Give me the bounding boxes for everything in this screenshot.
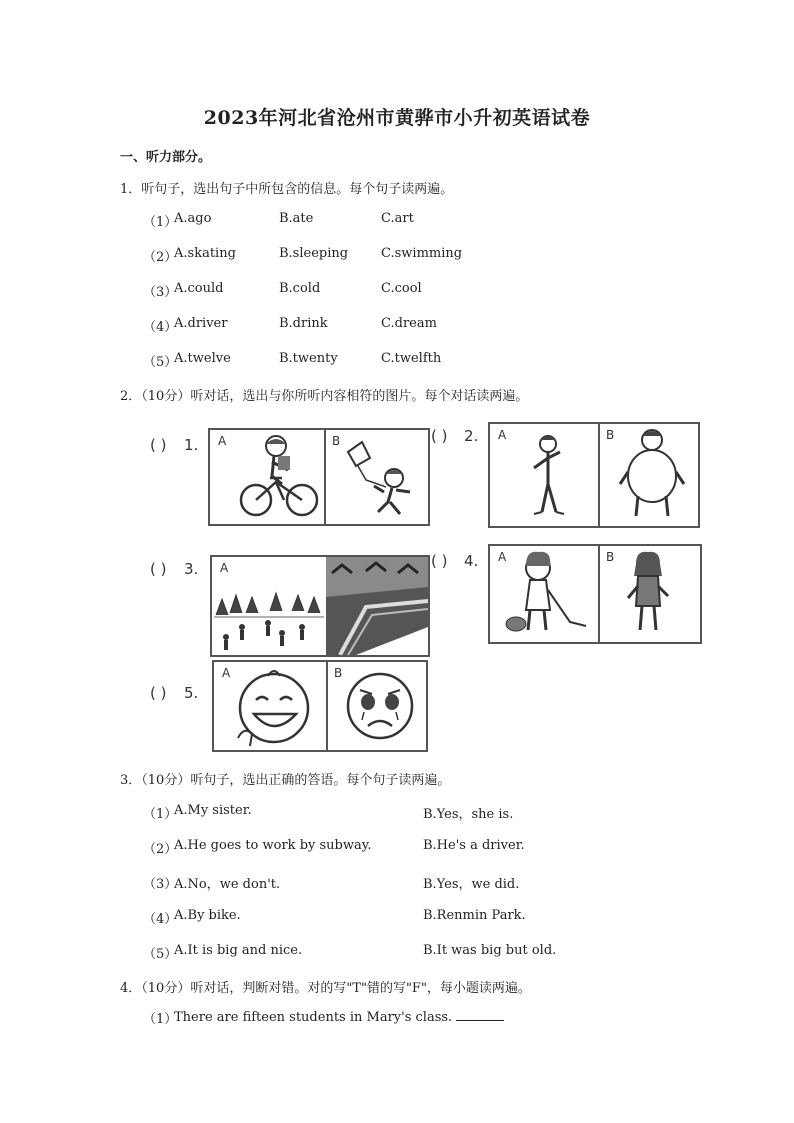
label-a: A xyxy=(222,666,231,680)
option-c: C.art xyxy=(381,211,414,226)
question-4-stem: 4．（10分）听对话，判断对错。对的写"T"错的写"F"，每小题读两遍。 xyxy=(120,981,531,996)
picture-number: 4. xyxy=(464,552,479,570)
picture-number: 5. xyxy=(184,684,199,702)
option-a: A.ago xyxy=(174,211,212,226)
option-a: A.driver xyxy=(174,316,228,331)
happy-face-icon xyxy=(230,662,330,750)
option-b: B.cold xyxy=(279,281,321,296)
item-number: （2） xyxy=(143,842,178,857)
question-1-stem: 1．听句子，选出句子中所包含的信息。每个句子读两遍。 xyxy=(120,182,454,197)
picture-pair-5 xyxy=(212,660,428,752)
picture-option-a[interactable] xyxy=(490,424,600,526)
girl-icon xyxy=(598,546,698,640)
item-number: （2） xyxy=(143,250,178,265)
picture-option-b[interactable] xyxy=(598,546,700,642)
option-a: A.He goes to work by subway. xyxy=(174,838,372,853)
question-2-stem: 2．（10分）听对话，选出与你所听内容相符的图片。每个对话读两遍。 xyxy=(120,389,529,404)
bicycle-rider-icon xyxy=(224,432,324,522)
picture-option-b[interactable] xyxy=(324,430,428,524)
picture-option-a[interactable] xyxy=(212,557,328,655)
option-b: B.twenty xyxy=(279,351,338,366)
item-number: （1） xyxy=(143,807,178,822)
label-a: A xyxy=(498,428,507,442)
item-number: （4） xyxy=(143,912,178,927)
item-number: （3） xyxy=(143,285,178,300)
picture-option-a[interactable] xyxy=(210,430,326,524)
thin-man-icon xyxy=(510,428,590,524)
option-b: B.Yes，she is. xyxy=(423,807,514,822)
option-b: B.He's a driver. xyxy=(423,838,525,853)
option-a: A.No，we don't. xyxy=(174,877,281,892)
question-3-stem: 3．（10分）听句子，选出正确的答语。每个句子读两遍。 xyxy=(120,773,451,788)
option-b: B.sleeping xyxy=(279,246,349,261)
option-b: B.Renmin Park. xyxy=(423,908,526,923)
picture-option-a[interactable] xyxy=(214,662,328,750)
fat-man-icon xyxy=(606,426,696,522)
sad-face-icon xyxy=(326,662,426,750)
item-number: （1） xyxy=(143,1012,178,1027)
section-heading: 一、听力部分。 xyxy=(120,150,212,165)
label-b: B xyxy=(334,666,343,680)
option-a: A.My sister. xyxy=(174,803,252,818)
page-title: 2023年河北省沧州市黄骅市小升初英语试卷 xyxy=(203,107,591,129)
answer-paren[interactable]: ( ) xyxy=(150,436,167,454)
answer-paren[interactable]: ( ) xyxy=(431,427,448,445)
item-number: （3） xyxy=(143,877,178,892)
option-c: C.twelfth xyxy=(381,351,442,366)
item-number: （1） xyxy=(143,215,178,230)
answer-paren[interactable]: ( ) xyxy=(150,684,167,702)
pool-icon xyxy=(326,557,428,655)
option-b: B.drink xyxy=(279,316,328,331)
picture-option-b[interactable] xyxy=(326,662,426,750)
option-c: C.dream xyxy=(381,316,437,331)
label-a: A xyxy=(498,550,507,564)
picture-number: 2. xyxy=(464,427,479,445)
option-b: B.Yes，we did. xyxy=(423,877,520,892)
picture-option-b[interactable] xyxy=(598,424,698,526)
picture-number: 1. xyxy=(184,436,199,454)
option-c: C.cool xyxy=(381,281,422,296)
option-b: B.It was big but old. xyxy=(423,943,557,958)
option-a: A.could xyxy=(174,281,224,296)
answer-paren[interactable]: ( ) xyxy=(431,552,448,570)
label-b: B xyxy=(606,428,615,442)
option-a: A.skating xyxy=(174,246,236,261)
picture-pair-3 xyxy=(210,555,430,657)
item-number: （5） xyxy=(143,355,178,370)
picture-pair-2 xyxy=(488,422,700,528)
statement-label: There are fifteen students in Mary's class. xyxy=(174,1010,453,1025)
label-b: B xyxy=(332,434,341,448)
picture-number: 3. xyxy=(184,560,199,578)
snow-park-icon xyxy=(212,557,326,655)
statement-text xyxy=(174,1008,504,1025)
option-c: C.swimming xyxy=(381,246,463,261)
kite-boy-icon xyxy=(326,432,426,522)
vacuum-woman-icon xyxy=(490,546,598,640)
picture-pair-1 xyxy=(208,428,430,526)
picture-option-a[interactable] xyxy=(490,546,600,642)
picture-option-b[interactable] xyxy=(326,557,428,655)
label-b: B xyxy=(606,550,615,564)
option-a: A.twelve xyxy=(174,351,231,366)
option-a: A.By bike. xyxy=(174,908,241,923)
option-b: B.ate xyxy=(279,211,314,226)
item-number: （5） xyxy=(143,947,178,962)
option-a: A.It is big and nice. xyxy=(174,943,303,958)
answer-blank[interactable] xyxy=(456,1008,504,1021)
answer-paren[interactable]: ( ) xyxy=(150,560,167,578)
label-a: A xyxy=(220,561,229,575)
picture-pair-4 xyxy=(488,544,702,644)
item-number: （4） xyxy=(143,320,178,335)
label-a: A xyxy=(218,434,227,448)
